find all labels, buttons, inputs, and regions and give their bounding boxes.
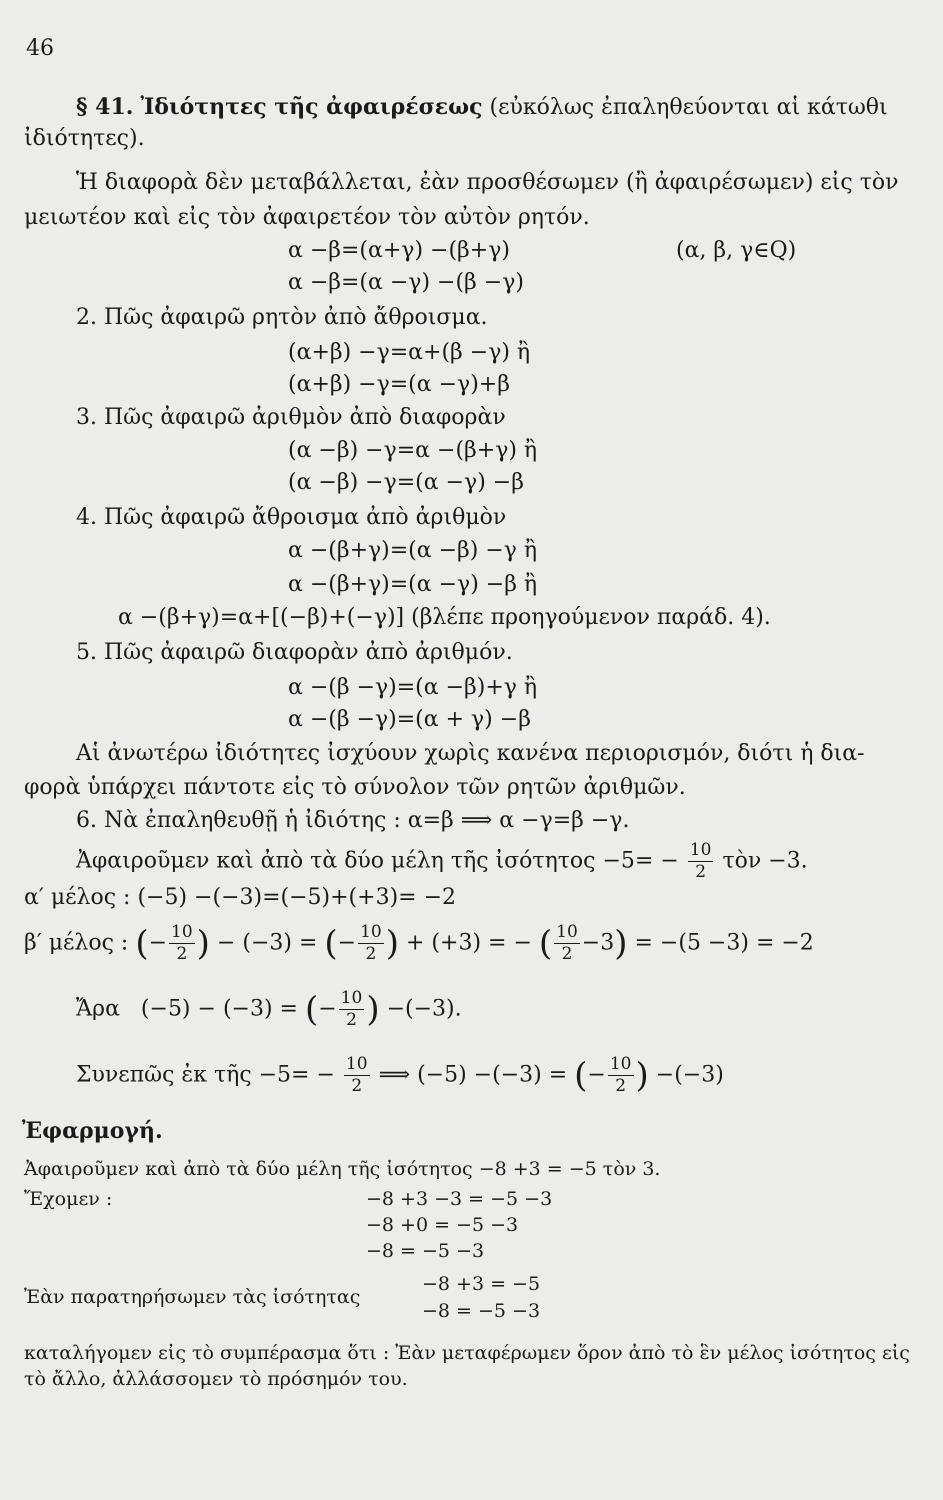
member-b-label: β′ μέλος : <box>24 930 129 956</box>
application-eq3: −8 = −5 −3 <box>366 1240 485 1262</box>
fraction-denominator: 2 <box>346 1010 357 1030</box>
item6-sub-pre: Ἀφαιροῦμεν καὶ ἀπὸ τὰ δύο μέλη τῆς ἰσότητος −5= − <box>76 848 679 874</box>
fraction-numerator: 10 <box>340 988 363 1008</box>
fraction-10-over-2 <box>344 1056 370 1095</box>
conclusion-line2: τὸ ἄλλο, ἀλλάσσομεν τὸ πρόσημόν του. <box>24 1368 408 1390</box>
item2-eq2: (α+β) −γ=(α −γ)+β <box>288 372 510 397</box>
member-b-part1: − (−3) = <box>216 930 318 956</box>
fraction-numerator: 10 <box>345 1054 368 1074</box>
item4-eq2: α −(β+γ)=(α −γ) −β ἢ <box>288 572 538 597</box>
member-a-line <box>24 885 456 910</box>
therefore-end: −(−3). <box>386 996 462 1022</box>
item6-subtraction-line <box>76 842 808 881</box>
fraction-numerator: 10 <box>556 922 578 942</box>
consequently-label: Συνεπῶς ἐκ τῆς −5= − <box>76 1062 335 1088</box>
application-observe-label: Ἐὰν παρατηρήσωμεν τὰς ἰσότητας <box>24 1286 361 1308</box>
item4-eq3: α −(β+γ)=α+[(−β)+(−γ)] (βλέπε προηγούμενον παράδ. 4). <box>118 605 771 630</box>
p1-line2: μειωτέον καὶ εἰς τὸν ἀφαιρετέον τὸν αὐτὸν ρητόν. <box>24 205 590 230</box>
section-heading <box>76 94 888 120</box>
application-eq2: −8 +0 = −5 −3 <box>366 1214 519 1236</box>
p1-eq1: α −β=(α+γ) −(β+γ) <box>288 238 510 263</box>
fraction-10-over-2 <box>339 990 365 1029</box>
item6-heading <box>76 808 629 833</box>
fraction-10-over-2 <box>554 924 580 963</box>
consequently-line: Συνεπῶς ἐκ τῆς −5= − $\frac{10}{2}$ ⟹ (−5) −(−3) = (− $\frac{10}{2}$ ) −(−3) <box>76 1054 724 1096</box>
item5-title: 5. Πῶς ἀφαιρῶ διαφορὰν ἀπὸ ἀριθμόν. <box>76 640 513 665</box>
therefore-label: Ἄρα <box>76 996 120 1022</box>
fraction-denominator: 2 <box>615 1076 627 1096</box>
p1-line1: Ἡ διαφορὰ δὲν μεταβάλλεται, ἐὰν προσθέσωμεν (ἢ ἀφαιρέσωμεν) εἰς τὸν <box>76 170 899 195</box>
fraction-denominator: 2 <box>365 944 377 964</box>
item6-title: 6. Νὰ ἐπαληθευθῇ ἡ ἰδιότης : <box>76 808 401 833</box>
fraction-numerator: 10 <box>689 840 712 860</box>
item3-title: 3. Πῶς ἀφαιρῶ ἀριθμὸν ἀπὸ διαφορὰν <box>76 405 506 430</box>
section-number: § 41. <box>76 94 134 120</box>
member-b-part2: + (+3) = − <box>406 930 532 956</box>
item3-eq2: (α −β) −γ=(α −γ) −β <box>288 470 524 495</box>
fraction-numerator: 10 <box>360 922 382 942</box>
item2-title: 2. Πῶς ἀφαιρῶ ρητὸν ἀπὸ ἄθροισμα. <box>76 305 488 330</box>
section-title-cont: ἰδιότητες). <box>24 126 145 151</box>
item5-eq1: α −(β −γ)=(α −β)+γ ἢ <box>288 675 538 700</box>
fraction-10-over-2 <box>169 924 195 963</box>
item2-eq1: (α+β) −γ=α+(β −γ) ἢ <box>288 340 531 365</box>
section-title: Ἰδιότητες τῆς ἀφαιρέσεως <box>140 94 483 120</box>
member-b-part3: = −(5 −3) = −2 <box>634 930 814 956</box>
consequently-mid: ⟹ (−5) −(−3) = <box>378 1062 568 1088</box>
fraction-denominator: 2 <box>176 944 188 964</box>
member-b-frac-inner: −3 <box>581 930 615 956</box>
fraction-denominator: 2 <box>351 1076 363 1096</box>
member-b-line: β′ μέλος : (− $\frac{10}{2}$ ) − (−3) = (− $\frac{10}{2}$ ) + (+3) = − ( $\frac{10}{2}$ −3) = −(5 −3) = −2 <box>24 922 814 964</box>
therefore-line: Ἄρα (−5) − (−3) = (− $\frac{10}{2}$ ) −(−3). <box>76 988 462 1030</box>
application-observe-eq2: −8 = −5 −3 <box>422 1300 541 1322</box>
p2-line1: Αἱ ἀνωτέρω ἰδιότητες ἰσχύουν χωρὶς κανένα περιορισμόν, διότι ἡ δια- <box>76 741 865 766</box>
application-line1: Ἀφαιροῦμεν καὶ ἀπὸ τὰ δύο μέλη τῆς ἰσότητος −8 +3 = −5 τὸν 3. <box>24 1158 661 1180</box>
item4-eq1: α −(β+γ)=(α −β) −γ ἢ <box>288 538 538 563</box>
application-have-label: Ἔχομεν : <box>24 1188 113 1210</box>
item6-property: α=β ⟹ α −γ=β −γ. <box>407 808 630 833</box>
fraction-10-over-2 <box>358 924 384 963</box>
member-a-label: α′ μέλος : <box>24 885 131 910</box>
item5-eq2: α −(β −γ)=(α + γ) −β <box>288 707 531 732</box>
fraction-numerator: 10 <box>609 1054 632 1074</box>
consequently-end: −(−3) <box>655 1062 724 1088</box>
application-eq1: −8 +3 −3 = −5 −3 <box>366 1188 553 1210</box>
item3-eq1: (α −β) −γ=α −(β+γ) ἢ <box>288 438 538 463</box>
therefore-expression: (−5) − (−3) = <box>140 996 298 1022</box>
fraction-10-over-2 <box>688 842 714 881</box>
p1-eq2: α −β=(α −γ) −(β −γ) <box>288 270 524 295</box>
conclusion-line1: καταλήγομεν εἰς τὸ συμπέρασμα ὅτι : Ἐὰν μεταφέρωμεν ὅρον ἀπὸ τὸ ἓν μέλος ἰσότητος εἰς <box>24 1342 910 1364</box>
item4-title: 4. Πῶς ἀφαιρῶ ἄθροισμα ἀπὸ ἀριθμὸν <box>76 505 507 530</box>
fraction-10-over-2 <box>608 1056 634 1095</box>
member-a-expression: (−5) −(−3)=(−5)+(+3)= −2 <box>137 885 457 910</box>
section-title-rest: (εὐκόλως ἐπαληθεύονται αἱ κάτωθι <box>489 95 888 120</box>
p2-line2: φορὰ ὑπάρχει πάντοτε εἰς τὸ σύνολον τῶν ρητῶν ἀριθμῶν. <box>24 775 686 800</box>
page-number: 46 <box>26 36 54 61</box>
fraction-denominator: 2 <box>695 862 707 882</box>
item6-sub-post: τὸν −3. <box>722 848 808 874</box>
application-heading: Ἐφαρμογή. <box>22 1118 163 1144</box>
fraction-numerator: 10 <box>171 922 193 942</box>
application-observe-eq1: −8 +3 = −5 <box>422 1273 541 1295</box>
fraction-denominator: 2 <box>561 944 573 964</box>
p1-eq1-condition: (α, β, γ∈Q) <box>676 238 797 263</box>
